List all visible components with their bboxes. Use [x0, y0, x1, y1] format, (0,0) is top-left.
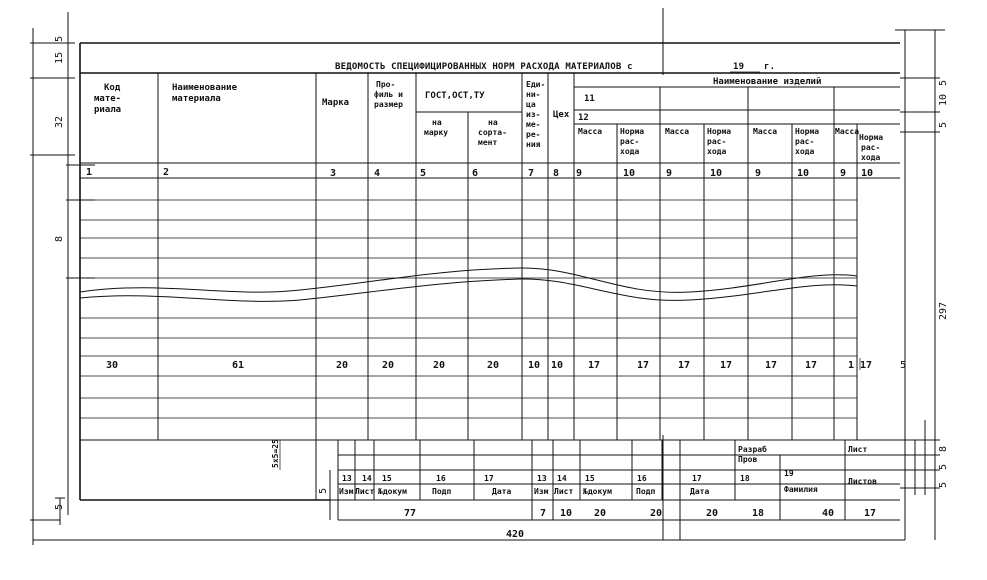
profile-header-2: филь и: [374, 90, 403, 99]
stamp-label-date-b: Дата: [690, 487, 710, 496]
col-width-code: 30: [106, 360, 119, 371]
col-width-gost-brand: 20: [433, 360, 446, 371]
stamp-label-podp-a: Подп: [432, 487, 452, 496]
title-block: [271, 439, 900, 540]
stamp-width-10: 10: [560, 508, 573, 519]
header: [335, 62, 821, 87]
gost-header: ГОСТ,ОСТ,ТУ: [425, 91, 485, 101]
norm-header-3b: рас-: [795, 137, 815, 146]
unit-header-6: ре-: [526, 130, 541, 139]
stamp-label-list-a: Лист: [355, 487, 375, 496]
stamp-num-13b: 13: [537, 474, 547, 483]
stamp-label-date-a: Дата: [492, 487, 512, 496]
stamp-width-20c: 20: [706, 508, 719, 519]
stamp-label-list-b: Лист: [554, 487, 574, 496]
norm-header-2c: хода: [707, 147, 727, 156]
stamp-num-14a: 14: [362, 474, 372, 483]
profile-header-3: размер: [374, 100, 403, 109]
col-num-8: 8: [553, 168, 560, 179]
dim-right-10: 10: [938, 93, 949, 106]
col-num-7: 7: [528, 168, 535, 179]
col-width-mass3: 17: [765, 360, 778, 371]
dim-stamp-5: 5: [318, 487, 329, 494]
dim-left-5b: 5: [54, 503, 65, 510]
stamp-num-15b: 15: [585, 474, 595, 483]
dim-left-5a: 5: [54, 35, 65, 42]
stamp-width-17: 17: [864, 508, 877, 519]
col-width-shop: 10: [551, 360, 564, 371]
dim-right-5c: 5: [900, 360, 907, 371]
dim-bottom-420: 420: [506, 529, 525, 540]
stamp-num-13a: 13: [342, 474, 352, 483]
norm-header-1a: Норма: [620, 127, 645, 136]
norm-header-2a: Норма: [707, 127, 732, 136]
norm-header-4a: Норма: [859, 133, 884, 142]
stamp-label-sheets: Листов: [848, 477, 877, 486]
mass-header-1: Масса: [578, 127, 603, 136]
stamp-num-19: 19: [784, 469, 794, 478]
stamp-label-surname: Фамилия: [784, 485, 818, 494]
col-num-1: 1: [86, 167, 93, 178]
stamp-width-20a: 20: [594, 508, 607, 519]
norm-header-4b: рас-: [861, 143, 881, 152]
dim-left-8: 8: [54, 235, 65, 242]
stamp-num-18: 18: [740, 474, 750, 483]
code-header-2: мате-: [94, 94, 122, 104]
norm-header-4c: хода: [861, 153, 881, 162]
name-header-1: Наименование: [172, 83, 238, 93]
col-width-unit: 10: [528, 360, 541, 371]
unit-header-4: из-: [526, 110, 541, 119]
stamp-label-checked: Пров: [738, 455, 758, 464]
unit-header-2: ни-: [526, 90, 541, 99]
gost-brand-1: на: [432, 118, 442, 127]
col-width-norm4: 17: [860, 360, 873, 371]
stamp-num-17b: 17: [692, 474, 702, 483]
stamp-label-izm-a: Изм: [339, 487, 354, 496]
col-num-4: 4: [374, 168, 381, 179]
col-width-mass2: 17: [678, 360, 691, 371]
norm-header-1b: рас-: [620, 137, 640, 146]
dim-left-15: 15: [54, 51, 65, 64]
col-width-name: 61: [232, 360, 245, 371]
unit-header-1: Еди-: [526, 80, 546, 89]
norm-header-3c: хода: [795, 147, 815, 156]
col-num-9b: 9: [666, 168, 673, 179]
col-width-norm3: 17: [805, 360, 818, 371]
col-width-mass4: 1: [848, 360, 855, 371]
mass-header-3: Масса: [753, 127, 778, 136]
col-num-10c: 10: [797, 168, 810, 179]
column-headers: [94, 80, 883, 162]
mass-header-4: Масса: [835, 127, 860, 136]
stamp-width-77: 77: [404, 508, 417, 519]
stamp-label-developed: Разраб: [738, 445, 767, 454]
stamp-num-16a: 16: [436, 474, 446, 483]
stamp-num-14b: 14: [557, 474, 567, 483]
stamp-label-doc-b: №докум: [583, 487, 612, 496]
dim-right-8: 8: [938, 445, 949, 452]
gost-brand-2: марку: [424, 128, 449, 137]
unit-header-7: ния: [526, 140, 541, 149]
col-num-2: 2: [163, 167, 170, 178]
brand-header: Марка: [322, 98, 350, 108]
stamp-width-18: 18: [752, 508, 765, 519]
col-width-gost-assort: 20: [487, 360, 500, 371]
col-num-6: 6: [472, 168, 479, 179]
code-header-3: риала: [94, 105, 122, 115]
stamp-num-15a: 15: [382, 474, 392, 483]
col-num-10a: 10: [623, 168, 636, 179]
name-header-2: материала: [172, 94, 221, 104]
col-width-norm2: 17: [720, 360, 733, 371]
col-num-10d: 10: [861, 168, 874, 179]
column-numbers: [86, 167, 873, 179]
mass-header-2: Масса: [665, 127, 690, 136]
product-name-label: Наименование изделий: [713, 77, 822, 87]
stamp-grid-dim: 5x5=25: [271, 439, 280, 468]
stamp-num-16b: 16: [637, 474, 647, 483]
gost-assort-1: на: [488, 118, 498, 127]
col-width-mass1: 17: [588, 360, 601, 371]
stamp-width-40: 40: [822, 508, 835, 519]
stamp-label-podp-b: Подп: [636, 487, 656, 496]
stamp-width-20b: 20: [650, 508, 663, 519]
stamp-width-7: 7: [540, 508, 547, 519]
col-width-norm1: 17: [637, 360, 650, 371]
dim-right-297: 297: [938, 301, 949, 320]
stamp-num-17a: 17: [484, 474, 494, 483]
year-prefix: 19: [733, 62, 745, 72]
norm-header-2b: рас-: [707, 137, 727, 146]
col-width-profile: 20: [382, 360, 395, 371]
norm-header-1c: хода: [620, 147, 640, 156]
shop-header: Цех: [553, 110, 570, 120]
norm-header-3a: Норма: [795, 127, 820, 136]
col-num-9d: 9: [840, 168, 847, 179]
unit-header-3: ца: [526, 100, 536, 109]
dim-right-5d: 5: [938, 463, 949, 470]
col-12: 12: [578, 113, 589, 123]
col-num-5: 5: [420, 168, 427, 179]
col-num-10b: 10: [710, 168, 723, 179]
dim-left-32: 32: [54, 115, 65, 128]
year-suffix: г.: [764, 62, 776, 72]
form-title: ВЕДОМОСТЬ СПЕЦИФИЦИРОВАННЫХ НОРМ РАСХОДА МАТЕРИАЛОВ с: [335, 62, 633, 72]
col-width-brand: 20: [336, 360, 349, 371]
gost-assort-3: мент: [478, 138, 498, 147]
col-num-9a: 9: [576, 168, 583, 179]
column-widths: [106, 358, 872, 371]
stamp-label-doc-a: №докум: [378, 487, 407, 496]
col-11: 11: [584, 94, 595, 104]
dim-right-5b: 5: [938, 121, 949, 128]
dim-right-5e: 5: [938, 481, 949, 488]
gost-assort-2: сорта-: [478, 128, 507, 137]
stamp-label-sheet: Лист: [848, 445, 868, 454]
unit-header-5: ме-: [526, 120, 541, 129]
profile-header-1: Про-: [376, 80, 396, 89]
col-num-9c: 9: [755, 168, 762, 179]
col-num-3: 3: [330, 168, 337, 179]
dim-right-5a: 5: [938, 79, 949, 86]
stamp-label-izm-b: Изм: [534, 487, 549, 496]
code-header-1: Код: [104, 83, 121, 93]
